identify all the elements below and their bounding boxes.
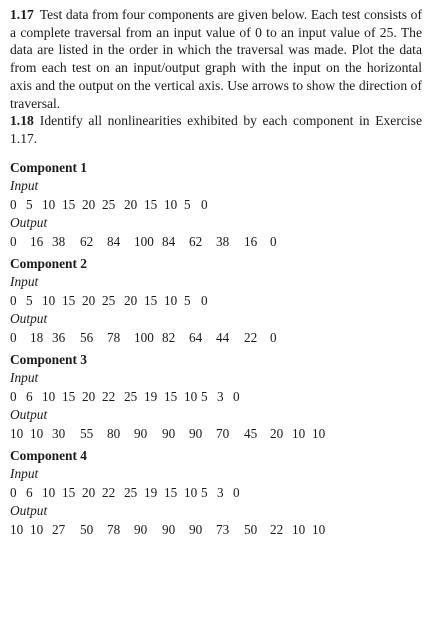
output-value: 38 bbox=[216, 233, 230, 249]
input-value: 10 bbox=[164, 196, 178, 212]
exercise-number: 1.18 bbox=[10, 113, 34, 129]
output-value: 82 bbox=[162, 329, 176, 345]
output-value: 10 bbox=[292, 521, 306, 537]
input-values-row bbox=[10, 291, 422, 310]
output-value: 64 bbox=[189, 329, 203, 345]
input-value: 15 bbox=[62, 388, 76, 404]
output-value: 45 bbox=[244, 425, 258, 441]
input-values-row bbox=[10, 195, 422, 214]
input-value: 22 bbox=[102, 484, 116, 500]
component-4-block bbox=[10, 446, 422, 539]
output-value: 20 bbox=[270, 425, 284, 441]
input-value: 5 bbox=[26, 292, 33, 308]
output-values-row bbox=[10, 328, 422, 347]
output-value: 27 bbox=[52, 521, 66, 537]
input-value: 15 bbox=[164, 484, 178, 500]
output-value: 100 bbox=[134, 329, 154, 345]
input-value: 5 bbox=[184, 292, 191, 308]
input-value: 0 bbox=[10, 292, 17, 308]
output-label: Output bbox=[10, 214, 48, 230]
input-value: 10 bbox=[42, 292, 56, 308]
component-data-list bbox=[10, 158, 422, 539]
output-label: Output bbox=[10, 310, 48, 326]
output-values-row bbox=[10, 424, 422, 443]
input-label: Input bbox=[10, 273, 39, 289]
output-value: 0 bbox=[10, 233, 17, 249]
output-value: 22 bbox=[244, 329, 258, 345]
input-value: 10 bbox=[164, 292, 178, 308]
output-value: 90 bbox=[189, 425, 203, 441]
output-label: Output bbox=[10, 502, 48, 518]
input-label: Input bbox=[10, 369, 39, 385]
input-value: 25 bbox=[102, 196, 116, 212]
input-value: 6 bbox=[26, 388, 33, 404]
input-value: 0 bbox=[10, 388, 17, 404]
output-value: 84 bbox=[162, 233, 176, 249]
output-value: 0 bbox=[270, 233, 277, 249]
output-value: 90 bbox=[134, 425, 148, 441]
output-value: 10 bbox=[10, 521, 24, 537]
output-value: 62 bbox=[80, 233, 94, 249]
input-value: 20 bbox=[82, 196, 96, 212]
input-value: 0 bbox=[201, 292, 208, 308]
input-value: 19 bbox=[144, 484, 158, 500]
exercise-1-17 bbox=[10, 6, 422, 112]
input-label: Input bbox=[10, 465, 39, 481]
output-value: 62 bbox=[189, 233, 203, 249]
output-value: 50 bbox=[244, 521, 258, 537]
input-value: 0 bbox=[201, 196, 208, 212]
output-value: 70 bbox=[216, 425, 230, 441]
output-value: 44 bbox=[216, 329, 230, 345]
input-value: 3 bbox=[217, 388, 224, 404]
input-value: 15 bbox=[62, 484, 76, 500]
output-value: 73 bbox=[216, 521, 230, 537]
output-value: 18 bbox=[30, 329, 44, 345]
output-value: 36 bbox=[52, 329, 66, 345]
input-value: 25 bbox=[124, 484, 138, 500]
input-value: 25 bbox=[124, 388, 138, 404]
output-value: 0 bbox=[10, 329, 17, 345]
exercise-text: Identify all nonlinearities exhibited by each component in Exercise 1.17. bbox=[10, 113, 422, 146]
input-value: 5 bbox=[201, 484, 208, 500]
input-values-row bbox=[10, 483, 422, 502]
output-values-row bbox=[10, 232, 422, 251]
input-value: 15 bbox=[62, 292, 76, 308]
component-2-block bbox=[10, 254, 422, 347]
input-value: 20 bbox=[124, 196, 138, 212]
input-value: 0 bbox=[10, 484, 17, 500]
output-value: 55 bbox=[80, 425, 94, 441]
input-value: 20 bbox=[82, 388, 96, 404]
input-value: 15 bbox=[164, 388, 178, 404]
output-value: 78 bbox=[107, 329, 121, 345]
output-value: 0 bbox=[270, 329, 277, 345]
exercise-number: 1.17 bbox=[10, 7, 34, 22]
input-value: 6 bbox=[26, 484, 33, 500]
input-value: 0 bbox=[233, 388, 240, 404]
input-value: 20 bbox=[82, 484, 96, 500]
component-title: Component 2 bbox=[10, 255, 88, 271]
output-value: 38 bbox=[52, 233, 66, 249]
output-value: 10 bbox=[292, 425, 306, 441]
input-value: 10 bbox=[42, 388, 56, 404]
input-value: 10 bbox=[42, 196, 56, 212]
component-title: Component 4 bbox=[10, 447, 88, 463]
input-value: 10 bbox=[184, 484, 198, 500]
output-value: 90 bbox=[134, 521, 148, 537]
input-value: 15 bbox=[62, 196, 76, 212]
component-3-block bbox=[10, 350, 422, 443]
output-value: 10 bbox=[312, 521, 326, 537]
output-value: 10 bbox=[312, 425, 326, 441]
input-value: 10 bbox=[42, 484, 56, 500]
output-value: 90 bbox=[189, 521, 203, 537]
input-value: 15 bbox=[144, 292, 158, 308]
exercise-1-18 bbox=[10, 112, 422, 147]
input-value: 20 bbox=[82, 292, 96, 308]
input-value: 22 bbox=[102, 388, 116, 404]
output-value: 16 bbox=[244, 233, 258, 249]
output-value: 10 bbox=[30, 521, 44, 537]
output-value: 16 bbox=[30, 233, 44, 249]
output-value: 30 bbox=[52, 425, 66, 441]
input-value: 0 bbox=[233, 484, 240, 500]
component-title: Component 3 bbox=[10, 351, 88, 367]
exercise-text: Test data from four components are given below. Each test consists of a complete traversal from an input value of 0 to an input value of 25. The data are listed in the order in which the traversal was made. Plot the data from each test on an input/output graph with the input on the horizontal axis and the output on the vertical axis. Use arrows to show the direction of traversal. bbox=[10, 7, 422, 111]
input-value: 5 bbox=[26, 196, 33, 212]
input-value: 3 bbox=[217, 484, 224, 500]
input-value: 19 bbox=[144, 388, 158, 404]
input-values-row bbox=[10, 387, 422, 406]
input-value: 10 bbox=[184, 388, 198, 404]
component-title: Component 1 bbox=[10, 159, 88, 175]
output-values-row bbox=[10, 520, 422, 539]
input-value: 15 bbox=[144, 196, 158, 212]
input-value: 20 bbox=[124, 292, 138, 308]
output-value: 22 bbox=[270, 521, 284, 537]
output-value: 10 bbox=[30, 425, 44, 441]
output-value: 84 bbox=[107, 233, 121, 249]
component-1-block bbox=[10, 158, 422, 251]
input-value: 5 bbox=[201, 388, 208, 404]
output-value: 56 bbox=[80, 329, 94, 345]
output-value: 90 bbox=[162, 425, 176, 441]
output-value: 50 bbox=[80, 521, 94, 537]
input-label: Input bbox=[10, 177, 39, 193]
input-value: 0 bbox=[10, 196, 17, 212]
input-value: 5 bbox=[184, 196, 191, 212]
output-value: 78 bbox=[107, 521, 121, 537]
output-value: 80 bbox=[107, 425, 121, 441]
output-value: 10 bbox=[10, 425, 24, 441]
input-value: 25 bbox=[102, 292, 116, 308]
output-label: Output bbox=[10, 406, 48, 422]
output-value: 100 bbox=[134, 233, 154, 249]
output-value: 90 bbox=[162, 521, 176, 537]
textbook-page bbox=[10, 6, 422, 542]
